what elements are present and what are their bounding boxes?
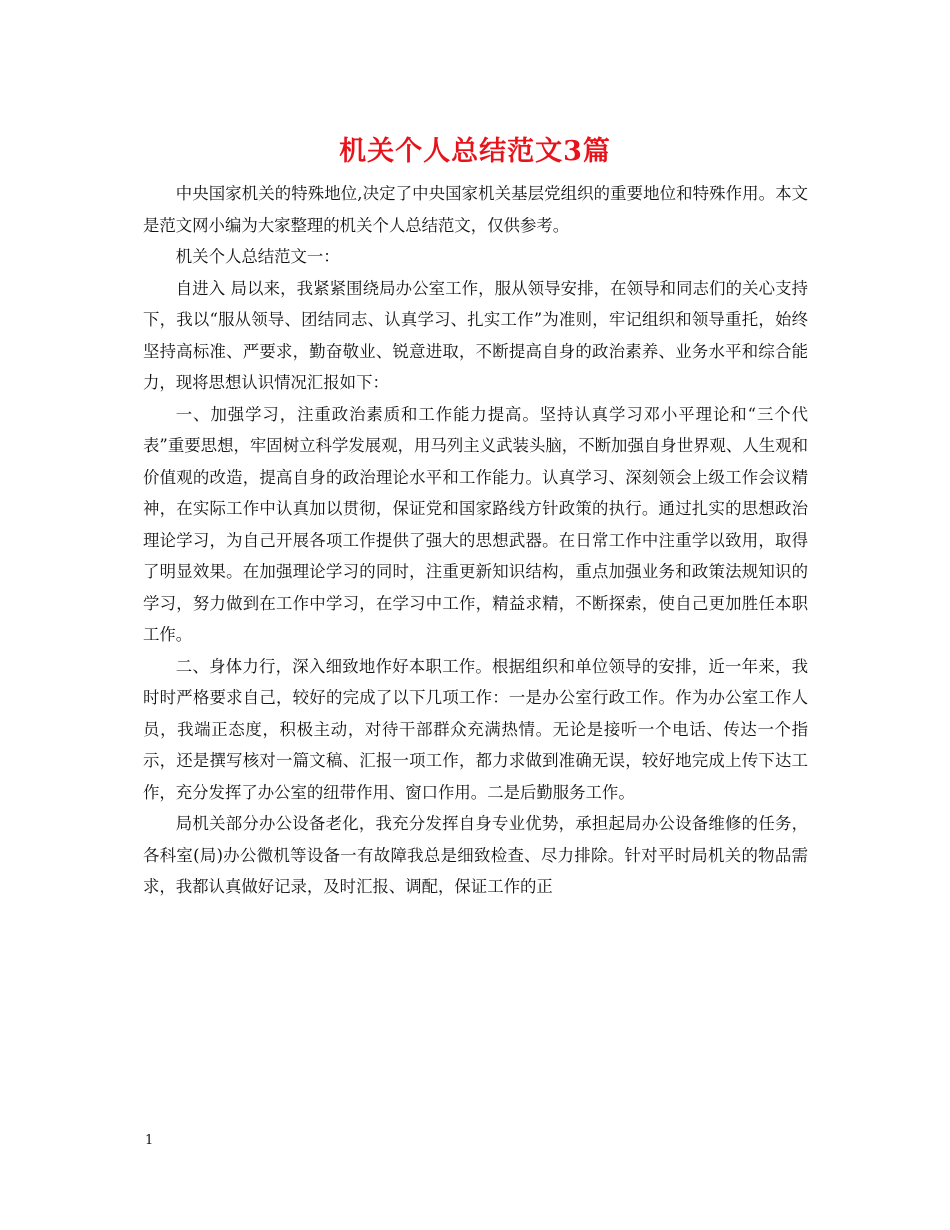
paragraph-point-two: 二、身体力行，深入细致地作好本职工作。根据组织和单位领导的安排，近一年来，我时时严格要求自己，较好的完成了以下几项工作：一是办公室行政工作。作为办公室工作人员，我端正态度，积极主动，对待干部群众充满热情。无论是接听一个电话、传达一个指示，还是撰写核对一篇文稿、汇报一项工作，都力求做到准确无误，较好地完成上传下达工作，充分发挥了办公室的纽带作用、窗口作用。二是后勤服务工作。 — [143, 656, 808, 802]
paragraph-intro: 中央国家机关的特殊地位,决定了中央国家机关基层党组织的重要地位和特殊作用。本文是范文网小编为大家整理的机关个人总结范文，仅供参考。 — [143, 184, 808, 235]
paragraph-opening: 自进入 局以来，我紧紧围绕局办公室工作，服从领导安排，在领导和同志们的关心支持下，我以“服从领导、团结同志、认真学习、扎实工作”为准则，牢记组织和领导重托，始终坚持高标准、严要求，勤奋敬业、锐意进取，不断提高自身的政治素养、业务水平和综合能力，现将思想认识情况汇报如下： — [143, 278, 808, 392]
page-title: 机关个人总结范文3篇 — [339, 136, 611, 167]
paragraph-point-one: 一、加强学习，注重政治素质和工作能力提高。坚持认真学习邓小平理论和“三个代表”重要思想，牢固树立科学发展观，用马列主义武装头脑，不断加强自身世界观、人生观和价值观的改造，提高自身的政治理论水平和工作能力。认真学习、深刻领会上级工作会议精神，在实际工作中认真加以贯彻，保证党和国家路线方针政策的执行。通过扎实的思想政治理论学习，为自己开展各项工作提供了强大的思想武器。在日常工作中注重学以致用，取得了明显效果。在加强理论学习的同时，注重更新知识结构，重点加强业务和政策法规知识的学习，努力做到在工作中学习，在学习中工作，精益求精，不断探索，使自己更加胜任本职工作。 — [143, 404, 808, 644]
page-number: 1 — [145, 1133, 154, 1148]
document-body — [143, 178, 808, 903]
paragraph-equipment: 局机关部分办公设备老化，我充分发挥自身专业优势，承担起局办公设备维修的任务，各科室(局)办公微机等设备一有故障我总是细致检查、尽力排除。针对平时局机关的物品需求，我都认真做好记录，及时汇报、调配，保证工作的正 — [143, 814, 808, 896]
paragraph-section-heading: 机关个人总结范文一： — [175, 247, 340, 266]
